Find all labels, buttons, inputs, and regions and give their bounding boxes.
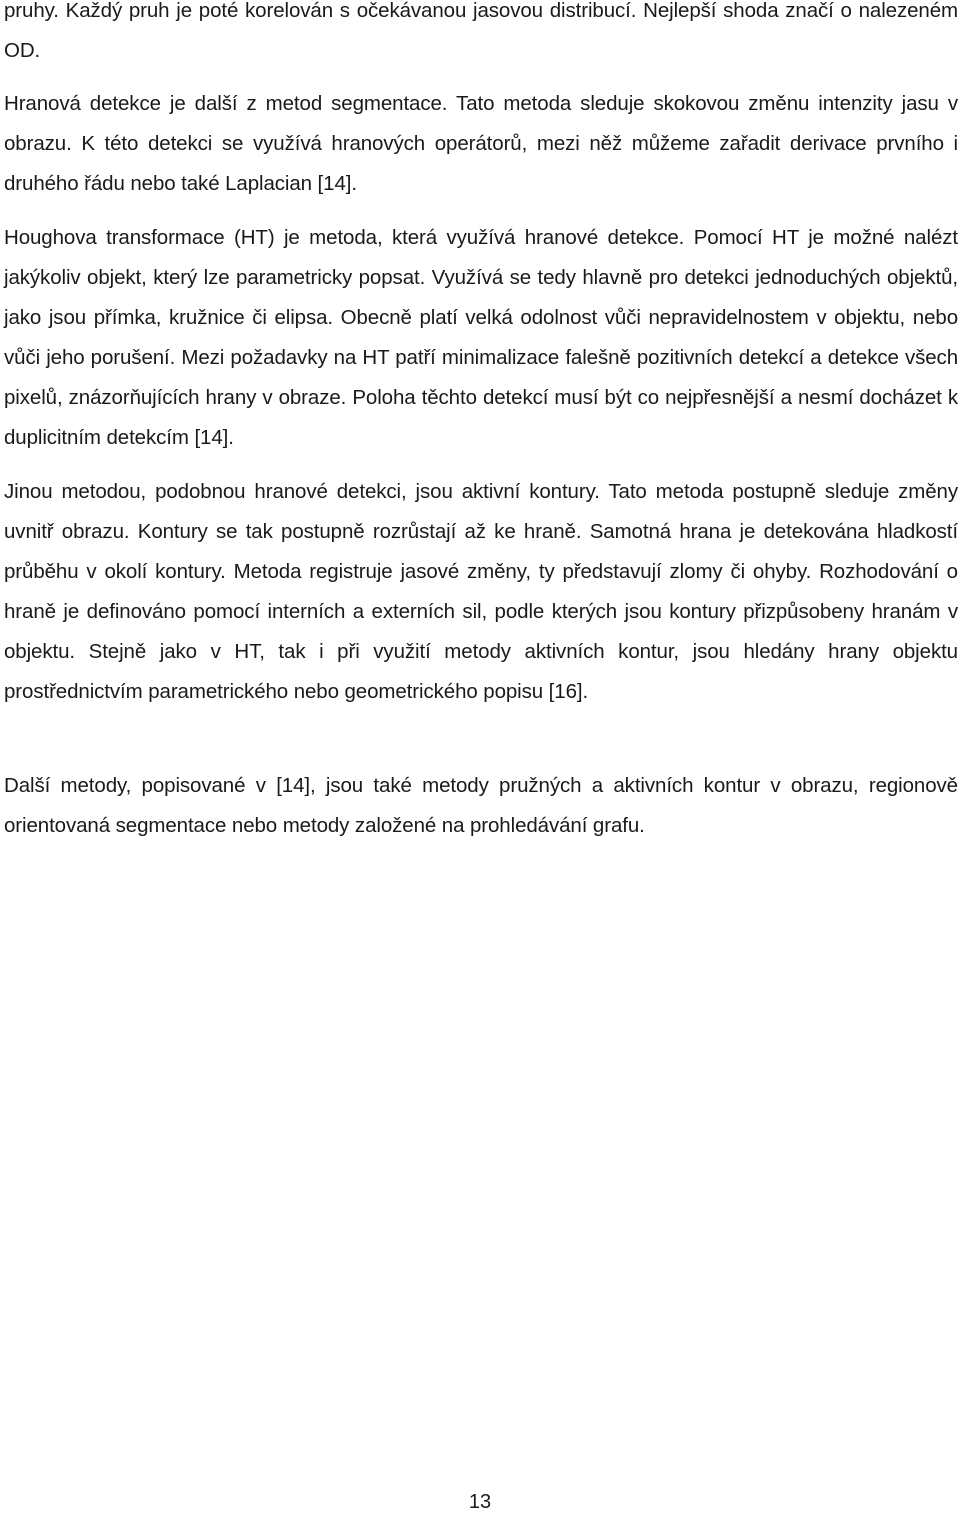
page-number: 13 xyxy=(468,1491,492,1513)
paragraph-od-detection: pruhy. Každý pruh je poté korelován s očekávanou jasovou distribucí. Nejlepší shoda značí o nalezeném OD. xyxy=(4,0,958,62)
paragraph-hough-transform: Houghova transformace (HT) je metoda, která využívá hranové detekce. Pomocí HT je možné nalézt jakýkoliv objekt, který lze parametricky popsat. Využívá se tedy hlavně pro detekci jednoduchých objektů, jako jsou přímka, kružnice či elipsa. Obecně platí velká odolnost vůči nepravidelnostem v objektu, nebo vůči jeho porušení. Mezi požadavky na HT patří minimalizace falešně pozitivních detekcí a detekce všech pixelů, znázorňujících hrany v obraze. Poloha těchto detekcí musí být co nejpřesnější a nesmí docházet k duplicitním detekcím [14]. xyxy=(4,226,958,449)
paragraph-edge-detection: Hranová detekce je další z metod segmentace. Tato metoda sleduje skokovou změnu intenzity jasu v obrazu. K této detekci se využívá hranových operátorů, mezi něž můžeme zařadit derivace prvního i druhého řádu nebo také Laplacian [14]. xyxy=(4,92,958,195)
paragraph-active-contours: Jinou metodou, podobnou hranové detekci, jsou aktivní kontury. Tato metoda postupně sleduje změny uvnitř obrazu. Kontury se tak postupně rozrůstají až ke hraně. Samotná hrana je detekována hladkostí průběhu v okolí kontury. Metoda registruje jasové změny, ty představují zlomy či ohyby. Rozhodování o hraně je definováno pomocí interních a externích sil, podle kterých jsou kontury přizpůsobeny hranám v objektu. Stejně jako v HT, tak i při využití metody aktivních kontur, jsou hledány hrany objektu prostřednictvím parametrického nebo geometrického popisu [16]. xyxy=(4,480,958,703)
paragraph-other-methods: Další metody, popisované v [14], jsou také metody pružných a aktivních kontur v obrazu, regionově orientovaná segmentace nebo metody založené na prohledávání grafu. xyxy=(4,774,958,837)
